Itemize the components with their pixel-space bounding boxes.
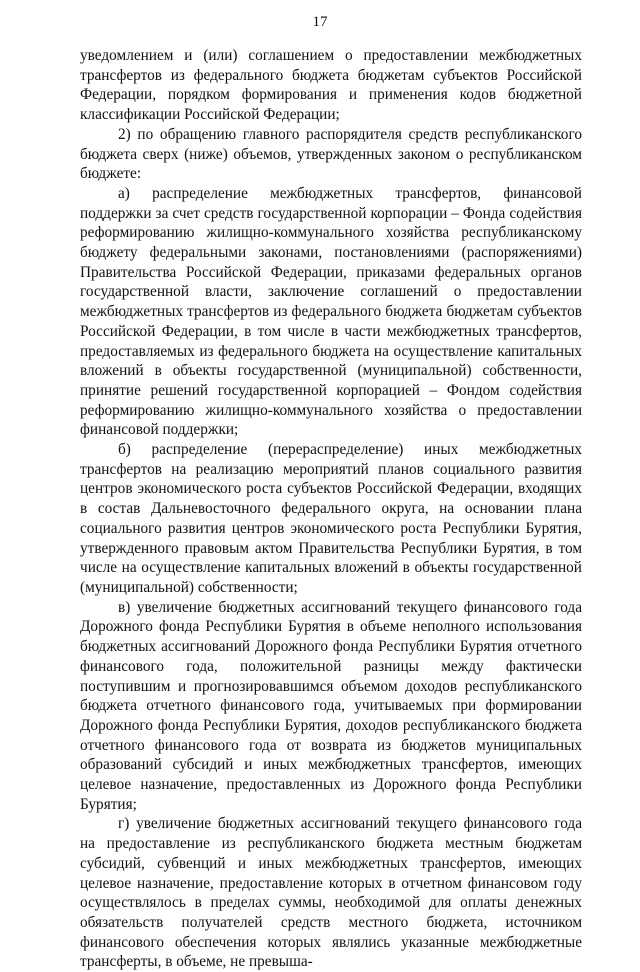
paragraph-subitem-b: б) распределение (перераспределение) иных межбюджетных трансфертов на реализацию мероприятий планов социального развития центров экономического роста субъектов Российской Федерации, входящих в состав Дальневосточного федерального округа, на основании плана социального развития центров экономического роста Республики Бурятия, утвержденного правовым актом Правительства Республики Бурятия, в том числе на осуществление капитальных вложений в объекты государственной (муниципальной) собственности;: [80, 441, 582, 596]
paragraph-subitem-v: в) увеличение бюджетных ассигнований текущего финансового года Дорожного фонда Республики Бурятия в объеме неполного использования бюджетных ассигнований Дорожного фонда Республики Бурятия отчетного финансового года, положительной разницы между фактически поступившим и прогнозировавшимся объемом доходов республиканского бюджета отчетного финансового года, учитываемых при формировании Дорожного фонда Республики Бурятия, доходов республиканского бюджета отчетного финансового года от возврата из бюджетов муниципальных образований субсидий и иных межбюджетных трансфертов, имеющих целевое назначение, предоставленных из Дорожного фонда Республики Бурятия;: [80, 598, 582, 813]
paragraph-subitem-a: а) распределение межбюджетных трансфертов, финансовой поддержки за счет средств государственной корпорации – Фонда содействия реформированию жилищно-коммунального хозяйства республиканскому бюджету федеральными законами, постановлениями (распоряжениями) Правительства Российской Федерации, приказами федеральных органов государственной власти, заключение соглашений о предоставлении межбюджетных трансфертов из федерального бюджета бюджетам субъектов Российской Федерации, в том числе в части межбюджетных трансфертов, предоставляемых из федерального бюджета на осуществление капитальных вложений в объекты государственной (муниципальной) собственности, принятие решений государственной корпорацией – Фондом содействия реформированию жилищно-коммунального хозяйства о предоставлении финансовой поддержки;: [80, 184, 582, 439]
document-body: [80, 46, 582, 972]
paragraph-continuation: уведомлением и (или) соглашением о предоставлении межбюджетных трансфертов из федерального бюджета бюджетам субъектов Российской Федерации, порядком формирования и применения кодов бюджетной классификации Российской Федерации;: [80, 47, 582, 124]
paragraph-subitem-g: г) увеличение бюджетных ассигнований текущего финансового года на предоставление из республиканского бюджета местным бюджетам субсидий, субвенций и иных межбюджетных трансфертов, имеющих целевое назначение, предоставление которых в отчетном финансовом году осуществлялось в пределах суммы, необходимой для оплаты денежных обязательств получателей средств местного бюджета, источником финансового обеспечения которых являлись указанные межбюджетные трансферты, в объеме, не превыша-: [80, 815, 582, 971]
paragraph-item-2: 2) по обращению главного распорядителя средств республиканского бюджета сверх (ниже) объемов, утвержденных законом о республиканском бюджете:: [80, 125, 582, 183]
page-number: 17: [312, 14, 328, 30]
